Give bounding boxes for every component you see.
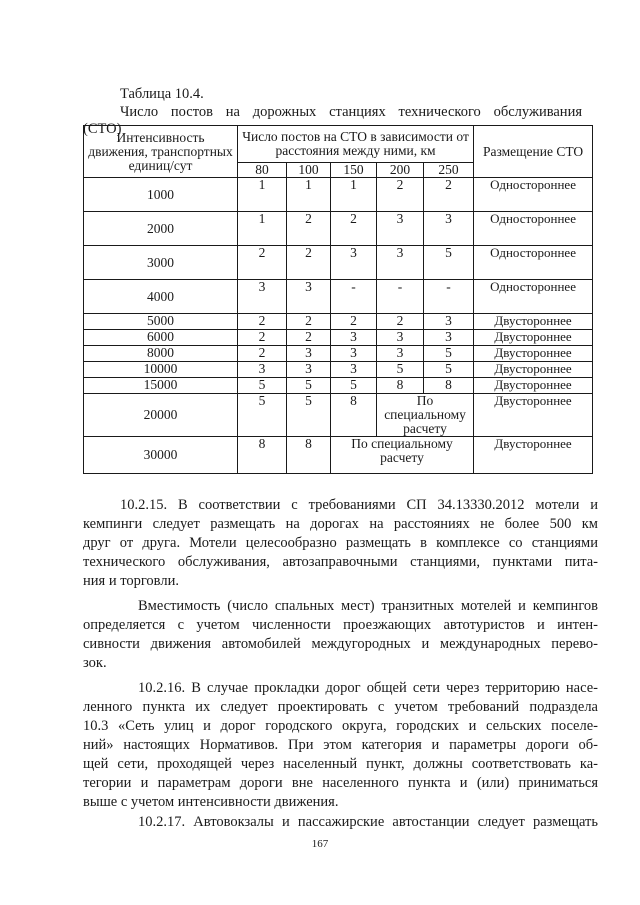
cell-value: 1 [238, 212, 287, 246]
cell-value: 3 [377, 346, 424, 362]
cell-value: 3 [287, 362, 331, 378]
header-distance: 250 [424, 163, 474, 178]
cell-intensity: 1000 [84, 178, 238, 212]
cell-value: 2 [238, 246, 287, 280]
cell-placement: Одностороннее [474, 246, 593, 280]
paragraph-10-2-16 [83, 679, 598, 812]
text-line: 10.3 «Сеть улиц и дорог городского округа, городских и сельских поселе- [83, 718, 598, 734]
cell-value: 2 [424, 178, 474, 212]
text-line: определяется с учетом численности проезжающих автотуристов и интен- [83, 617, 598, 633]
cell-value: 2 [238, 330, 287, 346]
table-row [84, 212, 593, 246]
text-line: сивности движения автомобилей междугородных и международных перево- [83, 636, 598, 652]
table-row [84, 314, 593, 330]
text-line: ленного пункта их следует проектировать с учетом требований подраздела [83, 699, 598, 715]
cell-value: 3 [377, 246, 424, 280]
cell-value: - [377, 280, 424, 314]
cell-value: - [331, 280, 377, 314]
cell-value: 2 [331, 314, 377, 330]
cell-value: 2 [238, 346, 287, 362]
text-line: 10.2.16. В случае прокладки дорог общей сети через территорию насе- [138, 680, 598, 696]
header-distance: 150 [331, 163, 377, 178]
cell-value: 3 [331, 330, 377, 346]
cell-value: 3 [377, 330, 424, 346]
cell-value: 1 [331, 178, 377, 212]
paragraph-capacity [83, 597, 598, 673]
cell-placement: Двустороннее [474, 346, 593, 362]
cell-value: 3 [377, 212, 424, 246]
cell-placement: Одностороннее [474, 178, 593, 212]
cell-value: 3 [238, 280, 287, 314]
cell-intensity: 3000 [84, 246, 238, 280]
cell-placement: Одностороннее [474, 212, 593, 246]
cell-value: 3 [424, 330, 474, 346]
cell-value: 3 [331, 246, 377, 280]
cell-intensity: 10000 [84, 362, 238, 378]
cell-value: 2 [331, 212, 377, 246]
header-distance: 80 [238, 163, 287, 178]
posts-table [83, 125, 593, 474]
table-row [84, 246, 593, 280]
cell-intensity: 15000 [84, 378, 238, 394]
cell-value: 5 [331, 378, 377, 394]
header-intensity: Интенсивность движения, транспортных единиц/сут [84, 126, 238, 178]
text-line: ния и торговли. [83, 573, 179, 589]
header-distance: 100 [287, 163, 331, 178]
header-distance: 200 [377, 163, 424, 178]
table-title-line-2: (СТО) [83, 121, 122, 137]
cell-intensity: 5000 [84, 314, 238, 330]
cell-value: 8 [377, 378, 424, 394]
text-line: кемпинги следует размещать на дорогах на расстояниях не более 500 км [83, 516, 598, 532]
text-line: выше с учетом интенсивности движения. [83, 794, 339, 810]
text-line: 10.2.15. В соответствии с требованиями СП 34.13330.2012 мотели и [120, 497, 598, 513]
cell-value: 8 [287, 437, 331, 474]
cell-value: 1 [287, 178, 331, 212]
cell-placement: Двустороннее [474, 362, 593, 378]
cell-value: 5 [287, 378, 331, 394]
cell-value: 8 [238, 437, 287, 474]
cell-value: 5 [287, 394, 331, 437]
paragraph-10-2-15 [83, 496, 598, 591]
cell-value: 5 [238, 394, 287, 437]
cell-value: 2 [238, 314, 287, 330]
cell-value: 2 [287, 246, 331, 280]
text-line: щей сети, проходящей через населенный пункт, должны соответствовать ка- [83, 756, 598, 772]
table-row [84, 346, 593, 362]
cell-value: 3 [424, 314, 474, 330]
cell-value: - [424, 280, 474, 314]
cell-value: 3 [238, 362, 287, 378]
cell-value: 8 [424, 378, 474, 394]
cell-placement: Двустороннее [474, 437, 593, 474]
cell-special-calculation: По специальному расчету [377, 394, 474, 437]
cell-placement: Одностороннее [474, 280, 593, 314]
table-row [84, 178, 593, 212]
cell-value: 2 [287, 330, 331, 346]
header-placement: Размещение СТО [474, 126, 593, 178]
cell-value: 2 [377, 178, 424, 212]
cell-value: 2 [377, 314, 424, 330]
text-line: друг от друга. Мотели целесообразно размещать в комплексе со станциями [83, 535, 598, 551]
cell-placement: Двустороннее [474, 314, 593, 330]
cell-value: 3 [287, 346, 331, 362]
cell-intensity: 2000 [84, 212, 238, 246]
cell-intensity: 4000 [84, 280, 238, 314]
table-row [84, 394, 593, 437]
table-row [84, 330, 593, 346]
table-title-line-1: Число постов на дорожных станциях технического обслуживания [120, 104, 582, 120]
cell-value: 1 [238, 178, 287, 212]
cell-intensity: 6000 [84, 330, 238, 346]
table-header-row [84, 126, 593, 163]
table-row [84, 437, 593, 474]
cell-placement: Двустороннее [474, 394, 593, 437]
table-row [84, 280, 593, 314]
cell-value: 5 [424, 246, 474, 280]
paragraph-10-2-17 [83, 813, 598, 832]
cell-value: 3 [331, 362, 377, 378]
page-number: 167 [311, 838, 329, 850]
table-number: Таблица 10.4. [120, 86, 204, 102]
cell-value: 5 [424, 346, 474, 362]
cell-value: 3 [424, 212, 474, 246]
text-line: технического обслуживания, автозаправочными станциями, пунктами пита- [83, 554, 598, 570]
cell-value: 8 [331, 394, 377, 437]
cell-intensity: 8000 [84, 346, 238, 362]
cell-value: 5 [377, 362, 424, 378]
cell-placement: Двустороннее [474, 378, 593, 394]
header-posts: Число постов на СТО в зависимости от расстояния между ними, км [238, 126, 474, 163]
cell-value: 5 [424, 362, 474, 378]
text-line: зок. [83, 655, 107, 671]
cell-value: 3 [287, 280, 331, 314]
cell-placement: Двустороннее [474, 330, 593, 346]
text-line: ний» настоящих Нормативов. При этом категория и параметры дороги об- [83, 737, 598, 753]
cell-value: 3 [331, 346, 377, 362]
text-line: Вместимость (число спальных мест) транзитных мотелей и кемпингов [138, 598, 598, 614]
cell-value: 2 [287, 314, 331, 330]
cell-value: 5 [238, 378, 287, 394]
text-line: тегории и параметрам дороги вне населенного пункта и (или) приниматься [83, 775, 598, 791]
cell-intensity: 30000 [84, 437, 238, 474]
cell-value: 2 [287, 212, 331, 246]
cell-special-calculation: По специальному расчету [331, 437, 474, 474]
text-line: 10.2.17. Автовокзалы и пассажирские автостанции следует размещать [138, 814, 598, 830]
cell-intensity: 20000 [84, 394, 238, 437]
table-row [84, 362, 593, 378]
table-row [84, 378, 593, 394]
